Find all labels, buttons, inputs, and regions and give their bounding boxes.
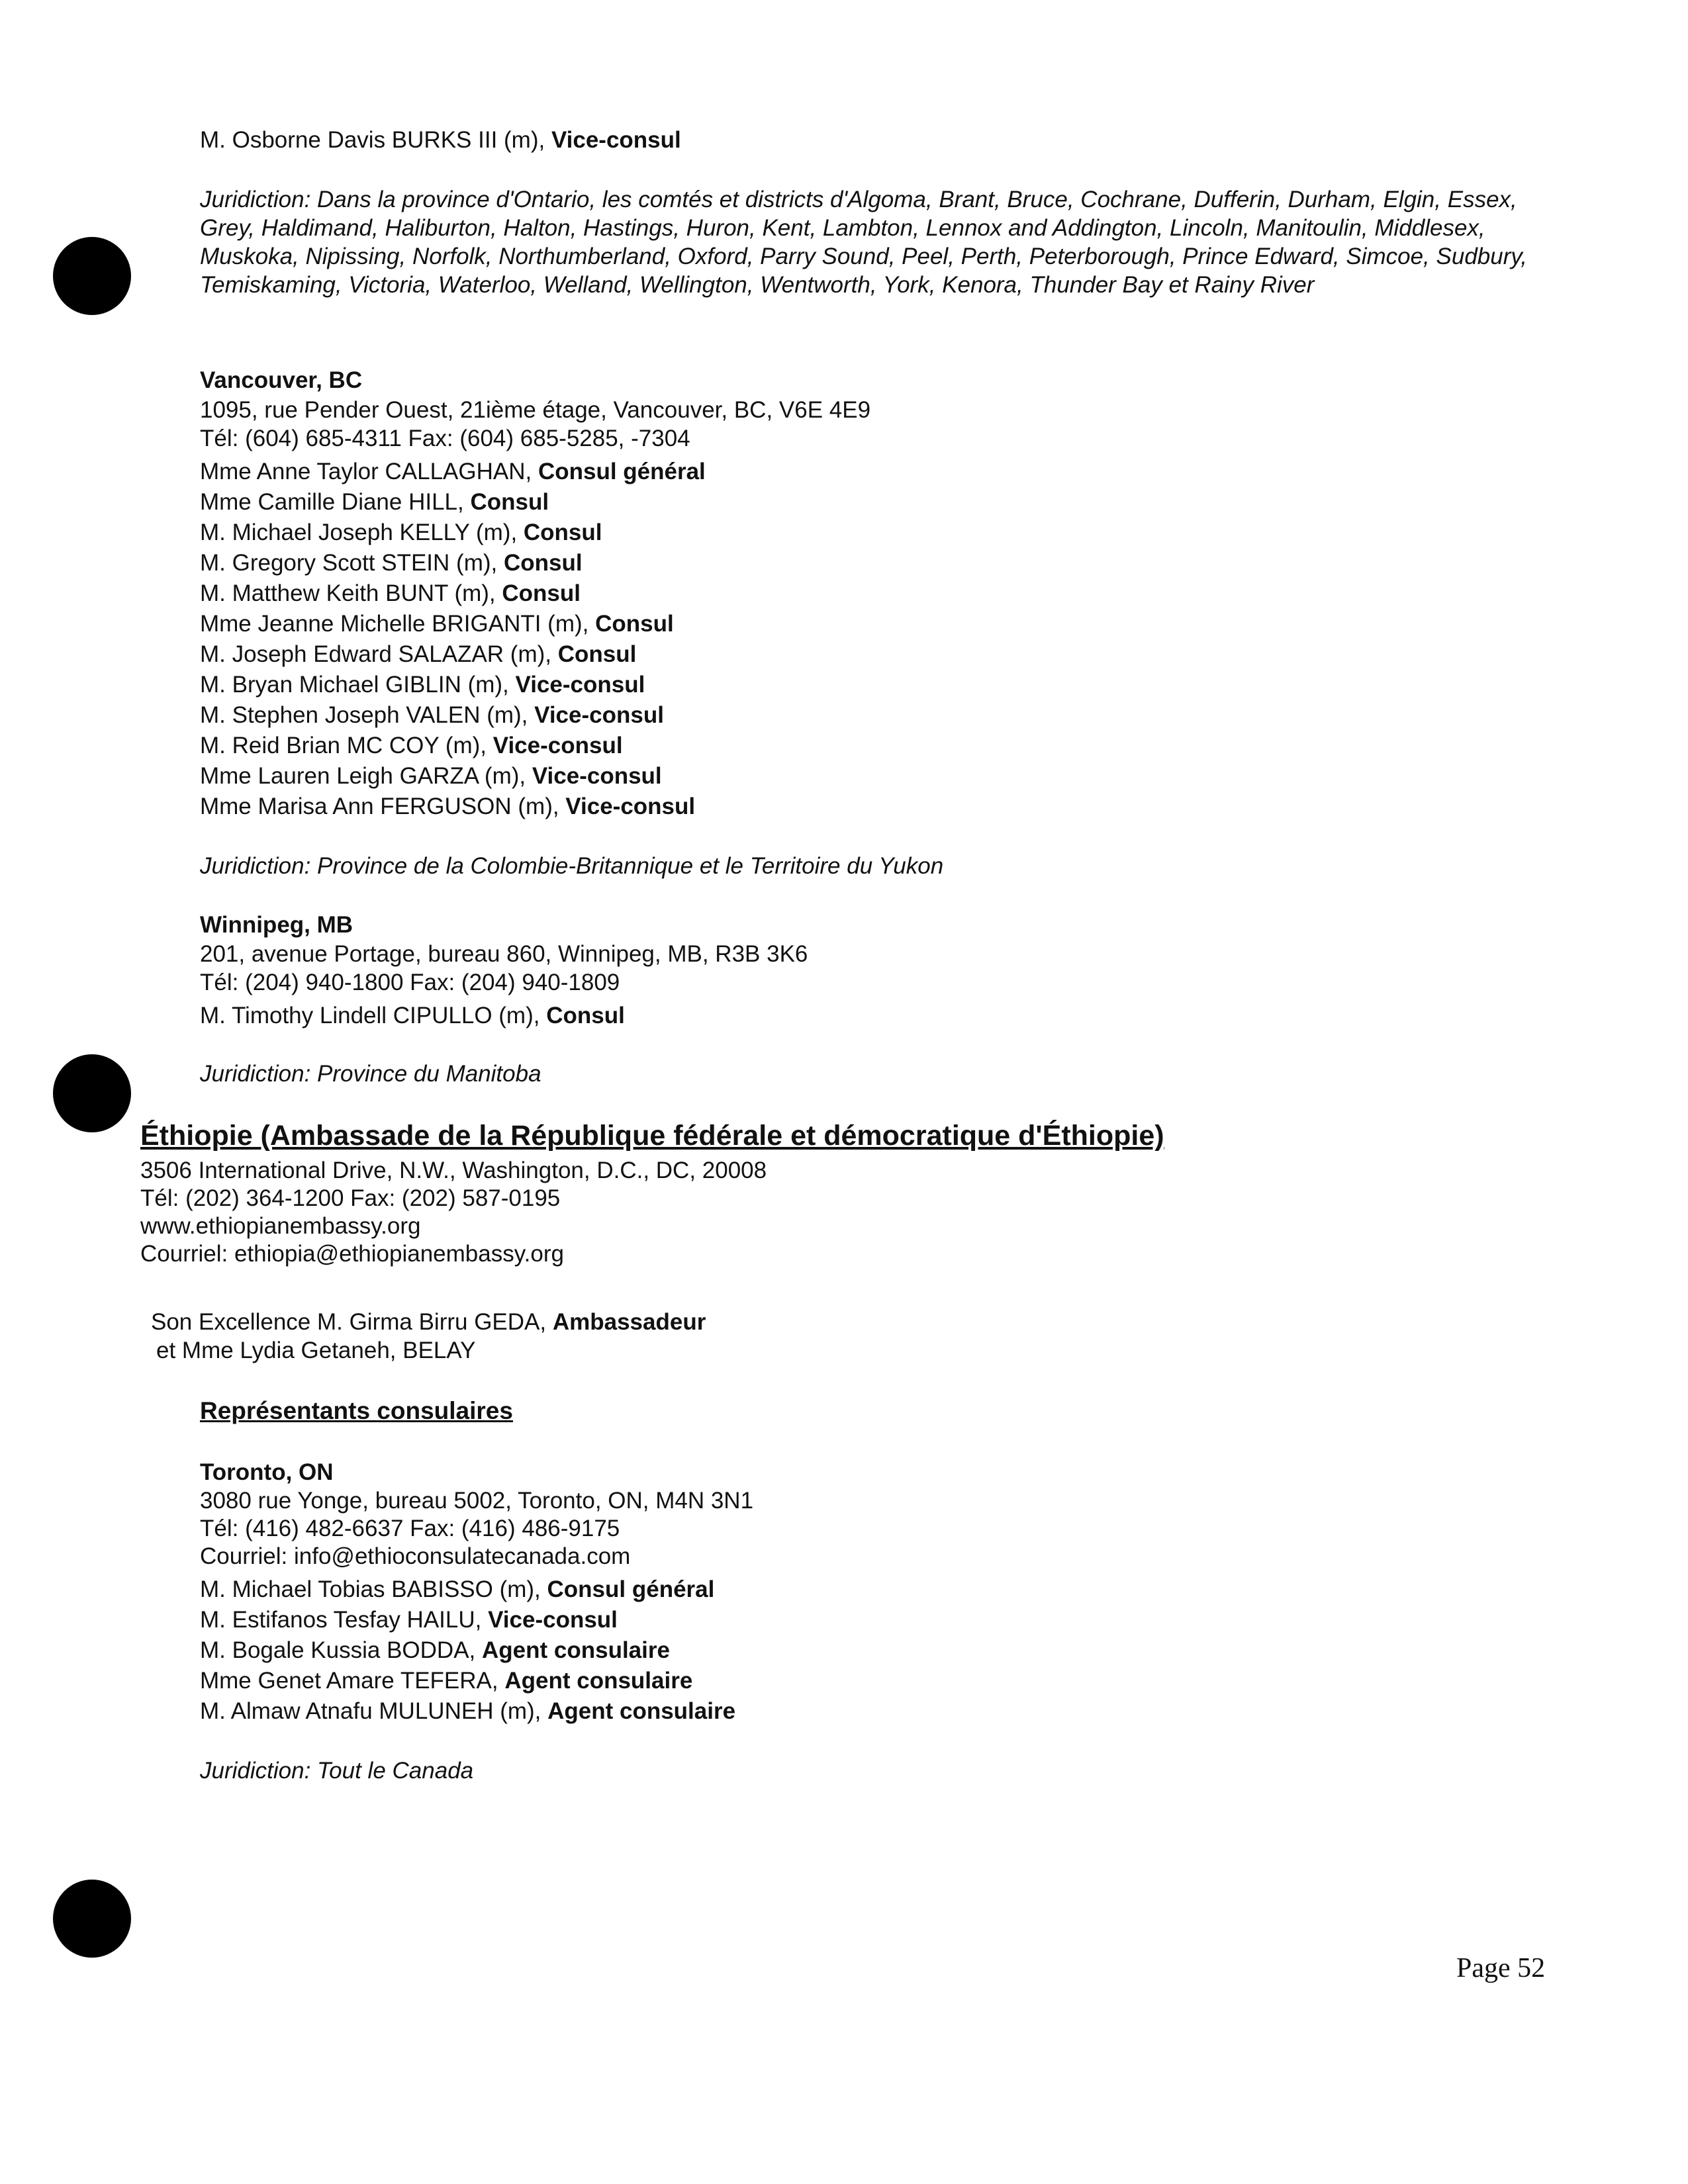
staff-name: M. Gregory Scott STEIN (m), bbox=[200, 550, 504, 576]
ambassador-entry bbox=[151, 1308, 706, 1337]
staff-entry bbox=[200, 549, 583, 578]
staff-entry bbox=[200, 792, 695, 821]
staff-title: Consul bbox=[523, 520, 602, 545]
consulate-city: Vancouver, BC bbox=[200, 367, 363, 393]
consulate-address: 1095, rue Pender Ouest, 21ième étage, Vancouver, BC, V6E 4E9 bbox=[200, 397, 871, 423]
staff-entry bbox=[200, 1697, 735, 1726]
staff-name: M. Michael Tobias BABISSO (m), bbox=[200, 1576, 547, 1602]
staff-name: Mme Lauren Leigh GARZA (m), bbox=[200, 763, 532, 789]
consulate-email: Courriel: info@ethioconsulatecanada.com bbox=[200, 1543, 631, 1569]
staff-name: M. Estifanos Tesfay HAILU, bbox=[200, 1607, 489, 1633]
staff-entry bbox=[200, 1606, 618, 1635]
staff-name: Mme Anne Taylor CALLAGHAN, bbox=[200, 459, 538, 484]
jurisdiction-ontario: Juridiction: Dans la province d'Ontario, les comtés et districts d'Algoma, Brant, Bruce, Cochrane, Dufferin, Durham, Elgin, Essex, Grey, Haldimand, Haliburton, Halton, Hastings, Huron, Kent, Lambton, Lennox and Addington, Lincoln, Manitoulin, Middlesex, Muskoka, Nipissing, Norfolk, Northumberland, Oxford, Parry Sound, Peel, Perth, Peterborough, Prince Edward, Simcoe, Sudbury, Temiskaming, Victoria, Waterloo, Welland, Wellington, Wentworth, York, Kenora, Thunder Bay et Rainy River bbox=[200, 187, 1527, 298]
staff-name: Son Excellence M. Girma Birru GEDA, bbox=[151, 1309, 553, 1335]
jurisdiction-vancouver: Juridiction: Province de la Colombie-Britannique et le Territoire du Yukon bbox=[200, 853, 944, 879]
consulate-phone: Tél: (604) 685-4311 Fax: (604) 685-5285, -7304 bbox=[200, 426, 690, 451]
staff-name: M. Stephen Joseph VALEN (m), bbox=[200, 702, 535, 728]
staff-title: Vice-consul bbox=[488, 1607, 618, 1633]
consulate-address: 201, avenue Portage, bureau 860, Winnipeg, MB, R3B 3K6 bbox=[200, 941, 808, 967]
staff-title: Consul général bbox=[547, 1576, 715, 1602]
staff-entry bbox=[200, 579, 581, 608]
staff-name: M. Reid Brian MC COY (m), bbox=[200, 733, 493, 758]
embassy-website: www.ethiopianembassy.org bbox=[140, 1213, 421, 1239]
consular-heading: Représentants consulaires bbox=[200, 1397, 513, 1424]
jurisdiction-winnipeg: Juridiction: Province du Manitoba bbox=[200, 1061, 541, 1087]
staff-title: Agent consulaire bbox=[547, 1698, 736, 1724]
staff-entry bbox=[200, 1001, 625, 1030]
staff-entry bbox=[200, 731, 623, 760]
staff-name: Mme Marisa Ann FERGUSON (m), bbox=[200, 794, 566, 819]
staff-title: Ambassadeur bbox=[552, 1309, 706, 1335]
staff-title: Consul bbox=[595, 611, 674, 637]
staff-name: M. Matthew Keith BUNT (m), bbox=[200, 580, 502, 606]
embassy-email: Courriel: ethiopia@ethiopianembassy.org bbox=[140, 1241, 564, 1267]
staff-entry bbox=[200, 670, 645, 700]
staff-entry bbox=[200, 518, 602, 547]
staff-title: Agent consulaire bbox=[482, 1637, 670, 1663]
staff-title: Vice-consul bbox=[565, 794, 696, 819]
staff-title: Vice-consul bbox=[532, 763, 662, 789]
staff-name: M. Timothy Lindell CIPULLO (m), bbox=[200, 1003, 547, 1028]
staff-name: M. Michael Joseph KELLY (m), bbox=[200, 520, 524, 545]
staff-name: M. Joseph Edward SALAZAR (m), bbox=[200, 641, 558, 667]
staff-entry bbox=[200, 488, 549, 517]
staff-title: Consul bbox=[470, 489, 549, 515]
jurisdiction-toronto: Juridiction: Tout le Canada bbox=[200, 1758, 474, 1784]
staff-name: Mme Jeanne Michelle BRIGANTI (m), bbox=[200, 611, 596, 637]
staff-name: M. Osborne Davis BURKS III (m), bbox=[200, 127, 551, 153]
staff-name: Mme Genet Amare TEFERA, bbox=[200, 1668, 505, 1694]
staff-entry bbox=[200, 1575, 714, 1604]
staff-entry bbox=[200, 1636, 670, 1665]
staff-title: Vice-consul bbox=[534, 702, 664, 728]
staff-title: Consul bbox=[503, 550, 583, 576]
staff-title: Consul général bbox=[538, 459, 706, 484]
embassy-phone: Tél: (202) 364-1200 Fax: (202) 587-0195 bbox=[140, 1185, 561, 1211]
staff-name: Mme Camille Diane HILL, bbox=[200, 489, 471, 515]
staff-name: M. Bogale Kussia BODDA, bbox=[200, 1637, 482, 1663]
staff-name: M. Bryan Michael GIBLIN (m), bbox=[200, 672, 516, 698]
ambassador-spouse: et Mme Lydia Getaneh, BELAY bbox=[156, 1338, 476, 1363]
staff-title: Vice-consul bbox=[492, 733, 623, 758]
page-number: Page 52 bbox=[1456, 1953, 1546, 1983]
staff-entry bbox=[200, 457, 706, 486]
staff-entry bbox=[200, 762, 662, 791]
staff-title: Consul bbox=[557, 641, 637, 667]
staff-title: Consul bbox=[546, 1003, 625, 1028]
consulate-phone: Tél: (416) 482-6637 Fax: (416) 486-9175 bbox=[200, 1516, 620, 1541]
binder-hole bbox=[53, 1880, 131, 1958]
consulate-city: Winnipeg, MB bbox=[200, 912, 353, 938]
consulate-phone: Tél: (204) 940-1800 Fax: (204) 940-1809 bbox=[200, 970, 620, 995]
staff-entry bbox=[200, 640, 636, 669]
binder-hole bbox=[53, 237, 131, 315]
consulate-address: 3080 rue Yonge, bureau 5002, Toronto, ON, M4N 3N1 bbox=[200, 1488, 754, 1514]
binder-hole bbox=[53, 1054, 131, 1132]
staff-entry bbox=[200, 1666, 692, 1696]
embassy-title: Éthiopie (Ambassade de la République fédérale et démocratique d'Éthiopie) bbox=[140, 1120, 1164, 1152]
embassy-address: 3506 International Drive, N.W., Washington, D.C., DC, 20008 bbox=[140, 1158, 767, 1183]
staff-title: Agent consulaire bbox=[504, 1668, 693, 1694]
staff-name: M. Almaw Atnafu MULUNEH (m), bbox=[200, 1698, 548, 1724]
staff-title: Consul bbox=[502, 580, 581, 606]
staff-entry bbox=[200, 701, 664, 730]
staff-title: Vice-consul bbox=[551, 127, 681, 153]
staff-entry bbox=[200, 610, 674, 639]
staff-entry bbox=[200, 126, 681, 155]
staff-title: Vice-consul bbox=[515, 672, 645, 698]
consulate-city: Toronto, ON bbox=[200, 1459, 334, 1485]
